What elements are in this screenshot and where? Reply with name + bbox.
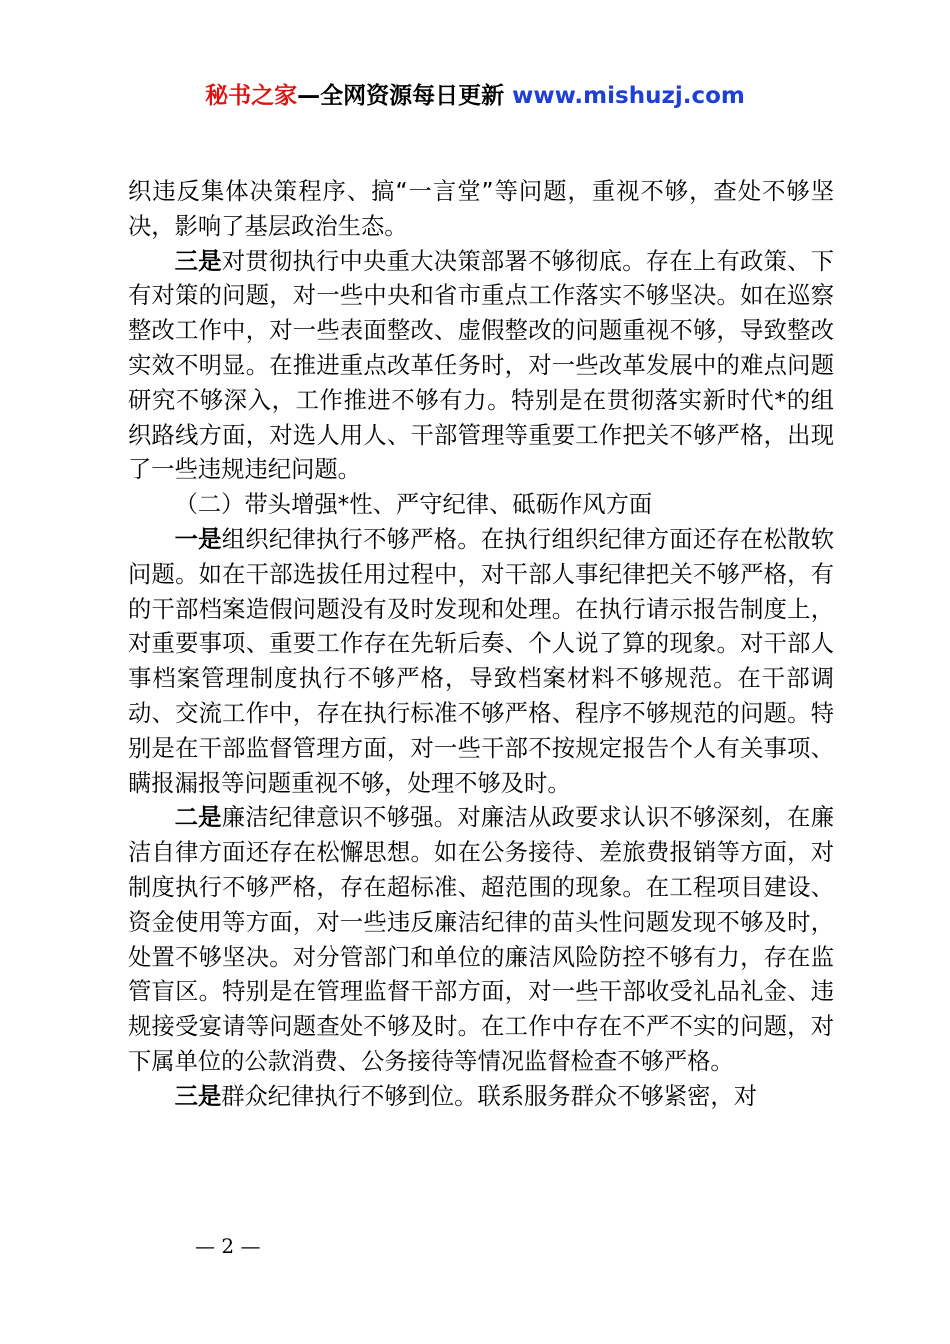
paragraph-lead: 二是 bbox=[174, 804, 222, 832]
section-heading bbox=[128, 488, 834, 523]
paragraph-text: 廉洁纪律意识不够强。对廉洁从政要求认识不够深刻，在廉洁自律方面还存在松懈思想。如在公务接待、差旅费报销等方面，对制度执行不够严格，存在超标准、超范围的现象。在工程项目建设、资金使用等方面，对一些违反廉洁纪律的苗头性问题发现不够及时，处置不够坚决。对分管部门和单位的廉洁风险防控不够有力，存在监管盲区。特别是在管理监督干部方面，对一些干部收受礼品礼金、违规接受宴请等问题查处不够及时。在工作中存在不严不实的问题，对下属单位的公款消费、公务接待等情况监督检查不够严格。 bbox=[128, 804, 835, 1075]
site-url: www.mishuzj.com bbox=[512, 83, 745, 109]
paragraph-text: 群众纪律执行不够到位。联系服务群众不够紧密，对 bbox=[221, 1082, 758, 1110]
paragraph bbox=[128, 175, 834, 245]
document-body bbox=[128, 175, 834, 1115]
page-number: — 2 — bbox=[195, 1234, 261, 1258]
paragraph-lead: 三是 bbox=[174, 1082, 222, 1110]
paragraph bbox=[128, 801, 834, 1079]
section-heading-text: （二）带头增强*性、严守纪律、砥砺作风方面 bbox=[174, 491, 653, 519]
paragraph-text: 织违反集体决策程序、搞“一言堂”等问题，重视不够，查处不够坚决，影响了基层政治生态。 bbox=[128, 178, 834, 240]
paragraph bbox=[128, 1080, 834, 1115]
header-tagline: —全网资源每日更新 bbox=[297, 83, 513, 109]
brand-name: 秘书之家 bbox=[205, 83, 298, 109]
paragraph-lead: 一是 bbox=[174, 525, 222, 553]
paragraph-lead: 三是 bbox=[174, 247, 222, 275]
paragraph bbox=[128, 245, 834, 489]
paragraph-text: 对贯彻执行中央重大决策部署不够彻底。存在上有政策、下有对策的问题，对一些中央和省市重点工作落实不够坚决。如在巡察整改工作中，对一些表面整改、虚假整改的问题重视不够，导致整改实效不明显。在推进重点改革任务时，对一些改革发展中的难点问题研究不够深入，工作推进不够有力。特别是在贯彻落实新时代*的组织路线方面，对选人用人、干部管理等重要工作把关不够严格，出现了一些违规违纪问题。 bbox=[128, 247, 835, 484]
paragraph bbox=[128, 523, 834, 801]
paragraph-text: 组织纪律执行不够严格。在执行组织纪律方面还存在松散软问题。如在干部选拔任用过程中，对干部人事纪律把关不够严格，有的干部档案造假问题没有及时发现和处理。在执行请示报告制度上，对重要事项、重要工作存在先斩后奏、个人说了算的现象。对干部人事档案管理制度执行不够严格，导致档案材料不够规范。在干部调动、交流工作中，存在执行标准不够严格、程序不够规范的问题。特别是在干部监督管理方面，对一些干部不按规定报告个人有关事项、瞒报漏报等问题重视不够，处理不够及时。 bbox=[128, 525, 835, 797]
site-watermark-header bbox=[0, 80, 950, 112]
